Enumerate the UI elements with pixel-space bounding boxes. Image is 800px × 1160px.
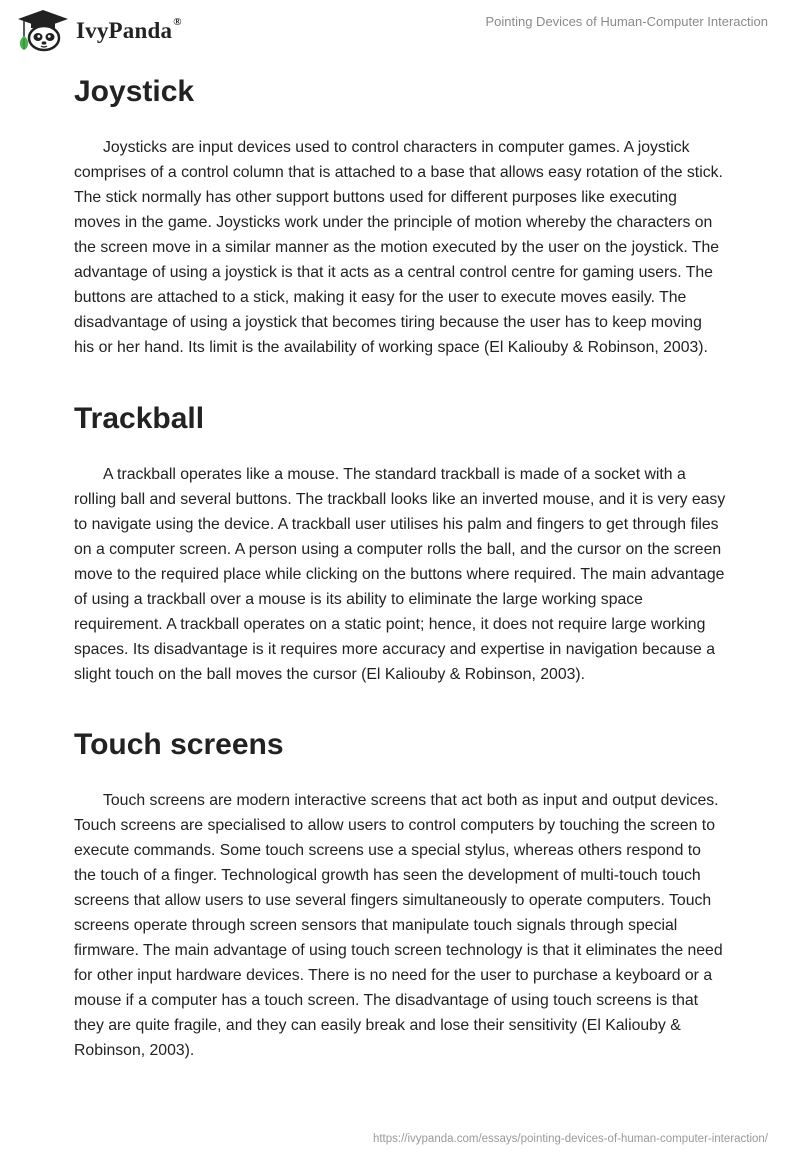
brand-name: IvyPanda® (76, 16, 182, 43)
panda-mascot-icon (14, 8, 72, 52)
section-trackball (74, 399, 726, 725)
section-paragraph: A trackball operates like a mouse. The standard trackball is made of a socket with a rolling ball and several buttons. The trackball looks like an inverted mouse, and it is very easy to navigate using the device. A trackball user utilises his palm and fingers to get through files on a computer screen. A person using a computer rolls the ball, and the cursor on the screen move to the required place while clicking on the buttons where required. The main advantage of using a trackball over a mouse is its ability to eliminate the large working space requirement. A trackball operates on a static point; hence, it does not require large working spaces. Its disadvantage is it requires more accuracy and expertise in navigation because a slight touch on the ball moves the cursor (El Kaliouby & Robinson, 2003). (74, 466, 726, 683)
document-title: Pointing Devices of Human-Computer Interaction (485, 14, 768, 29)
ivypanda-logo[interactable] (14, 8, 182, 52)
section-heading: Joystick (74, 75, 195, 108)
page-header (0, 0, 800, 60)
essay-content (74, 72, 726, 1063)
source-url-link[interactable]: https://ivypanda.com/essays/pointing-devices-of-human-computer-interaction/ (372, 1133, 768, 1145)
section-touch-screens (74, 725, 726, 1063)
section-paragraph: Touch screens are modern interactive screens that act both as input and output devices. Touch screens are specialised to allow users to control computers by touching the screen to execute commands. Some touch screens use a special stylus, whereas others respond to the touch of a finger. Technological growth has seen the development of multi-touch touch screens that allow users to use several fingers simultaneously to operate computers. Touch screens operate through screen sensors that manipulate touch signals through special firmware. The main advantage of using touch screen technology is that it eliminates the need for other input hardware devices. There is no need for the user to purchase a keyboard or a mouse if a computer has a touch screen. The disadvantage of using touch screens is that they are quite fragile, and they can easily break and lose their sensitivity (El Kaliouby & Robinson, 2003). (74, 792, 723, 1059)
section-joystick (74, 72, 726, 399)
section-heading: Trackball (74, 402, 205, 435)
section-heading: Touch screens (74, 728, 284, 761)
section-paragraph: Joysticks are input devices used to control characters in computer games. A joystick comprises of a control column that is attached to a base that allows easy rotation of the stick. The stick normally has other support buttons used for different purposes like executing moves in the game. Joysticks work under the principle of motion whereby the characters on the screen move in a similar manner as the motion executed by the user on the joystick. The advantage of using a joystick is that it acts as a central control centre for gaming users. The buttons are attached to a stick, making it easy for the user to execute moves easily. The disadvantage of using a joystick that becomes tiring because the user has to keep moving his or her hand. Its limit is the availability of working space (El Kaliouby & Robinson, 2003). (74, 139, 723, 356)
